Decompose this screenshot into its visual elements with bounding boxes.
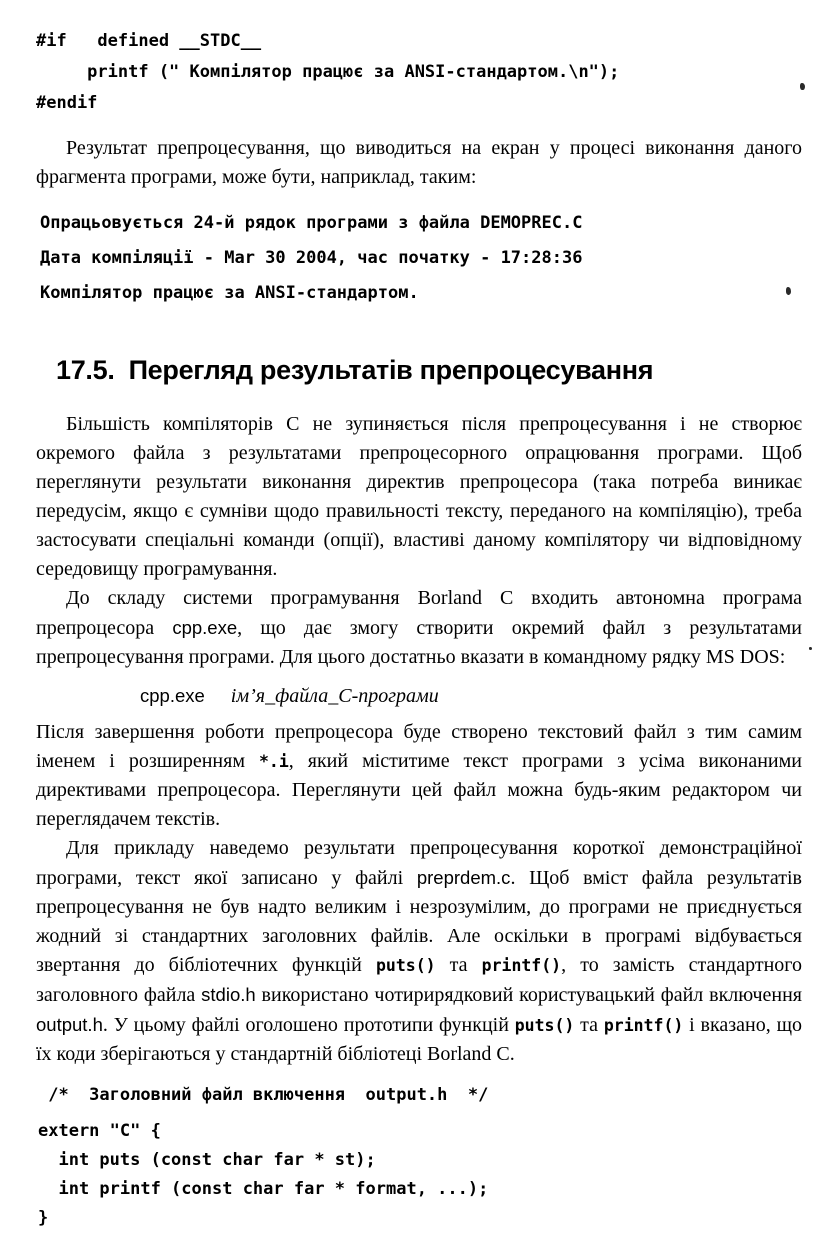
paragraph-preprocessing-result: [36, 134, 802, 192]
text-segment: Після завершення роботи препроцесора буде створено текстовий файл з тим самим іменем і розширенням: [36, 721, 802, 772]
text-segment: , то замість стандартного заголовного файла: [36, 954, 802, 1006]
code-line: Компілятор працює за ANSI-стандартом.: [40, 283, 419, 303]
text-segment: Більшість компіляторів С не зупиняється після препроцесування і не створює окремого файла з результатами препроцесорного опрацювання програми. Щоб переглянути результати виконання директив препроцесора (така потреба виникає передусім, якщо є сумніви щодо правильності тексту, переданого на компіляцію), треба застосувати спеціальні команди (опції), властиві даному компілятору чи відповідному середовищу програмування.: [36, 413, 802, 580]
command-line-example: [140, 681, 802, 711]
text-segment: , який міститиме текст програми з усіма виконаними директивами препроцесора. Переглянути цей файл можна будь-яким редактором чи переглядачем текстів.: [36, 750, 802, 830]
code-line: /* Заголовний файл включення output.h */: [38, 1085, 489, 1105]
code-line: Опрацьовується 24-й рядок програми з файла DEMOPREC.C: [40, 213, 583, 233]
scan-speck: [800, 83, 805, 90]
scan-speck: [786, 287, 791, 295]
text-segment: . Щоб вміст файла результатів препроцесування не був надто великим і незрозумілим, до програми не приєднується жодний зі стандартних заголовних файлів. Але оскільки в програмі відбувається звертання до бібліотечних функцій: [36, 867, 803, 976]
text-segment: . У цьому файлі оголошено прототипи функцій: [102, 1014, 515, 1036]
text-segment: Для прикладу наведемо результати препроцесування короткої демонстраційної програми, текст якої записано у файлі: [36, 837, 802, 889]
code-block-output-header: [38, 1081, 802, 1233]
section-heading: [56, 355, 802, 386]
text-segment: preprdem.c: [416, 867, 511, 888]
command-argument: ім’я_файла_С-програми: [230, 685, 439, 707]
text-segment: використано чотирирядковий користувацький файл включення: [255, 984, 802, 1006]
text-segment: та: [435, 954, 482, 976]
code-line: int puts (const char far * st);: [38, 1150, 376, 1170]
scan-speck: [809, 647, 812, 650]
text-segment: cpp.exe: [172, 617, 238, 638]
text-segment: Результат препроцесування, що виводиться на екран у процесі виконання даного фрагмента програми, може бути, наприклад, таким:: [36, 137, 802, 188]
text-segment: puts(): [375, 956, 436, 975]
text-segment: До складу системи програмування Borland C входить автономна програма препроцесора: [36, 587, 802, 639]
paragraph-after-command: [36, 718, 802, 834]
text-segment: output.h: [36, 1014, 103, 1035]
section-title: Перегляд результатів препроцесування: [128, 355, 654, 385]
text-segment: printf(): [481, 956, 562, 975]
text-segment: printf(): [603, 1016, 684, 1035]
paragraph-borland-cpp: [36, 584, 802, 672]
code-line: }: [38, 1208, 49, 1228]
text-segment: та: [574, 1014, 604, 1036]
code-line: Дата компіляції - Mar 30 2004, час початку - 17:28:36: [40, 248, 583, 268]
code-line: int printf (const char far * format, ...);: [38, 1179, 489, 1199]
text-segment: puts(): [514, 1016, 575, 1035]
code-line: #if defined __STDC__: [36, 31, 262, 51]
code-line: extern "C" {: [38, 1121, 161, 1141]
code-block-stdc-check: [36, 26, 802, 119]
paragraph-example-description: [36, 834, 802, 1069]
text-segment: і вказано, що їх коди зберігаються у стандартній бібліотеці Borland C.: [36, 1014, 802, 1065]
code-block-program-output: [40, 206, 802, 311]
code-line: printf (" Компілятор працює за ANSI-стандартом.\n");: [36, 62, 620, 82]
text-segment: stdio.h: [201, 984, 256, 1005]
text-segment: , що дає змогу створити окремий файл з результатами препроцесування програми. Для цього достатньо вказати в командному рядку MS DOS:: [36, 617, 802, 668]
paragraph-most-compilers: [36, 410, 802, 584]
code-line: #endif: [36, 93, 98, 113]
section-number: 17.5.: [56, 355, 115, 385]
command-name: cpp.exe: [140, 685, 205, 706]
text-segment: *.i: [258, 752, 289, 771]
